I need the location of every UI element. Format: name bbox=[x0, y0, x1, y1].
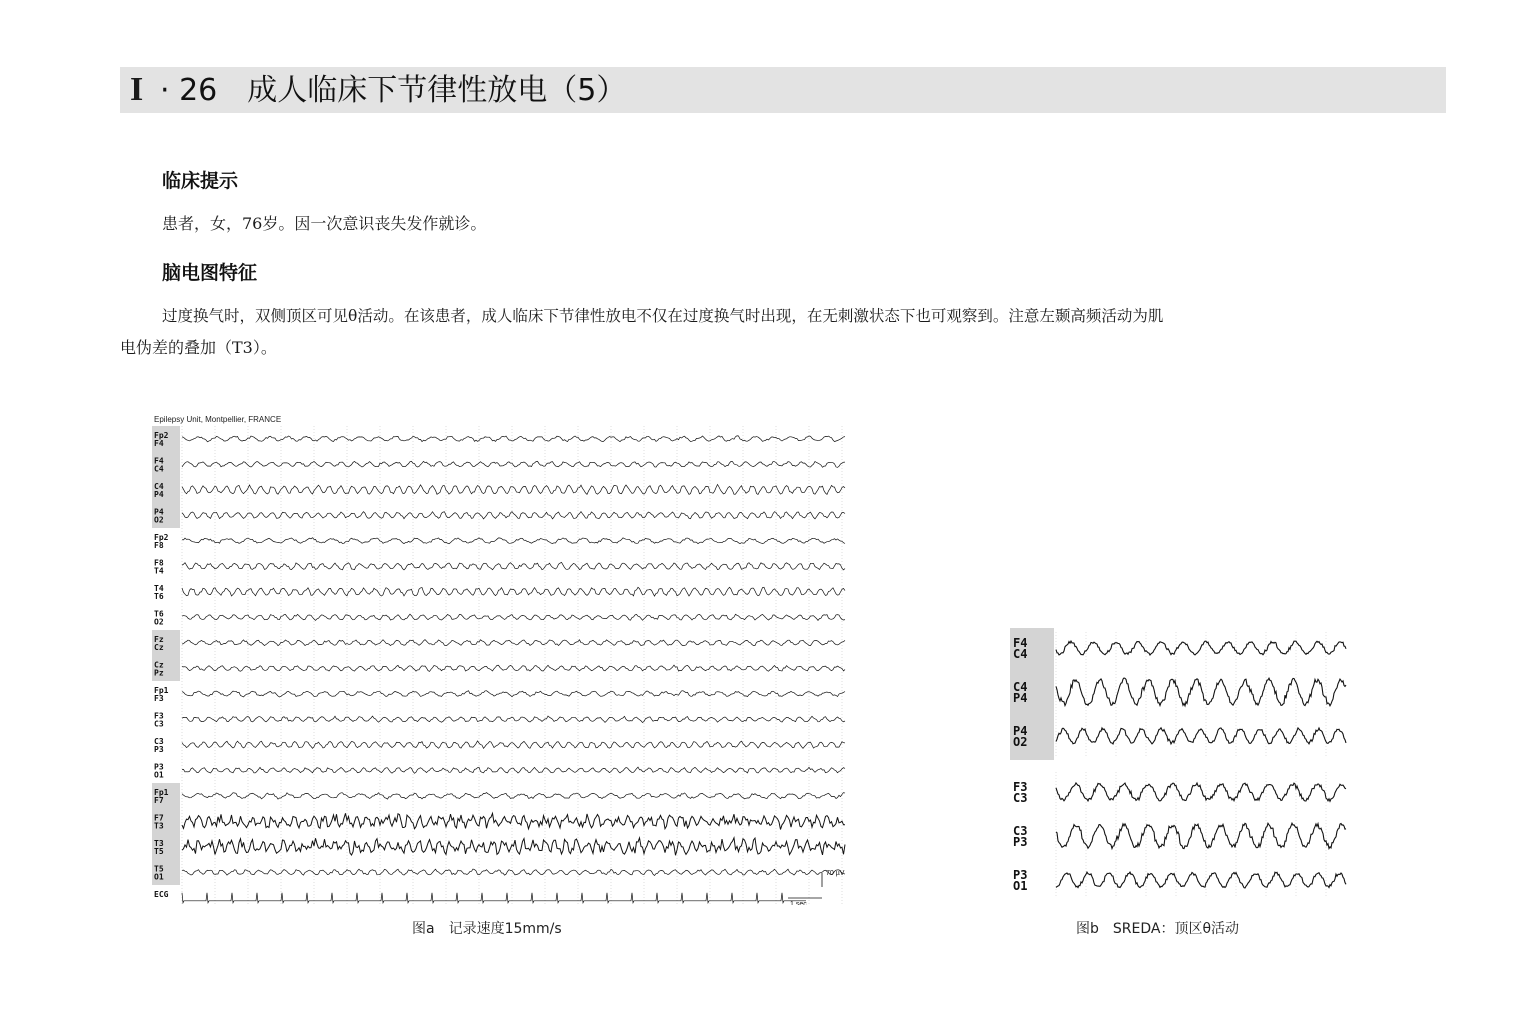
eeg-trace bbox=[1056, 678, 1346, 706]
eeg-trace bbox=[182, 640, 845, 646]
eeg-trace bbox=[182, 838, 845, 856]
eeg-trace bbox=[182, 767, 845, 773]
eeg-trace bbox=[182, 538, 845, 544]
eeg-figure-a bbox=[150, 410, 850, 905]
eeg-figure-b bbox=[1010, 628, 1350, 903]
eeg-trace bbox=[182, 614, 845, 620]
channel-label-top: Fp1 bbox=[154, 685, 169, 695]
channel-label-bottom: F3 bbox=[154, 693, 164, 703]
eeg-trace bbox=[1056, 783, 1346, 801]
eeg-trace bbox=[182, 893, 806, 903]
channel-label-bottom: O1 bbox=[1013, 879, 1028, 893]
eeg-trace bbox=[1056, 823, 1346, 848]
eeg-trace bbox=[182, 869, 845, 876]
channel-label-top: F4 bbox=[154, 456, 164, 466]
channel-label-bottom: P4 bbox=[1013, 691, 1028, 705]
channel-label-top: C4 bbox=[154, 481, 164, 491]
channel-label-bottom: P3 bbox=[154, 744, 164, 754]
channel-label-bottom: O2 bbox=[1013, 735, 1028, 749]
channel-label-top: P3 bbox=[154, 762, 164, 772]
channel-label-top: P4 bbox=[154, 507, 164, 517]
eeg-trace bbox=[182, 813, 845, 829]
eeg-trace bbox=[182, 741, 845, 748]
channel-label-top: Fp2 bbox=[154, 532, 169, 542]
chapter-title: · 26 成人临床下节律性放电（5） bbox=[160, 73, 627, 108]
channel-label-bottom: F4 bbox=[154, 438, 164, 448]
eeg-trace bbox=[182, 512, 845, 519]
channel-label-top: Cz bbox=[154, 660, 164, 670]
eeg-trace bbox=[182, 485, 845, 495]
scale-time-label: 1 sec bbox=[790, 901, 807, 905]
eeg-trace bbox=[182, 691, 845, 697]
channel-label-bottom: T4 bbox=[154, 566, 164, 576]
channel-label-bottom: O1 bbox=[154, 872, 164, 882]
eeg-trace bbox=[182, 562, 845, 570]
channel-label-top: F3 bbox=[1013, 780, 1028, 794]
channel-label-bottom: P4 bbox=[154, 489, 164, 499]
channel-label-bottom: C3 bbox=[1013, 791, 1028, 805]
eeg-trace bbox=[182, 793, 845, 800]
channel-label-top: F7 bbox=[154, 813, 164, 823]
channel-label-bottom: T6 bbox=[154, 591, 164, 601]
channel-label-bottom: F8 bbox=[154, 540, 164, 550]
eeg-text-line2: 电伪差的叠加（T3）。 bbox=[120, 338, 277, 357]
channel-label-bottom: T5 bbox=[154, 846, 164, 856]
channel-label-top: T5 bbox=[154, 864, 164, 874]
channel-label-top: C3 bbox=[1013, 824, 1028, 838]
scale-amplitude-label: 70 µV bbox=[826, 870, 845, 877]
figure-a-source: Epilepsy Unit, Montpellier, FRANCE bbox=[154, 415, 282, 424]
channel-label-top: Fz bbox=[154, 634, 164, 644]
channel-label-top: P4 bbox=[1013, 724, 1028, 738]
eeg-trace bbox=[182, 461, 845, 467]
eeg-trace bbox=[1056, 641, 1346, 655]
channel-label-bottom: Pz bbox=[154, 668, 164, 678]
channel-label-bottom: O1 bbox=[154, 770, 164, 780]
channel-label-bottom: C4 bbox=[1013, 647, 1028, 661]
eeg-trace bbox=[182, 716, 845, 723]
channel-label-bottom: F7 bbox=[154, 795, 164, 805]
channel-label-top: T4 bbox=[154, 583, 164, 593]
channel-label-top: Fp1 bbox=[154, 787, 169, 797]
channel-label-bottom: O2 bbox=[154, 617, 164, 627]
clinical-text: 患者，女，76岁。因一次意识丧失发作就诊。 bbox=[162, 214, 487, 233]
channel-label-top: P3 bbox=[1013, 868, 1028, 882]
channel-label-bottom: T3 bbox=[154, 821, 164, 831]
channel-label-top: C4 bbox=[1013, 680, 1028, 694]
channel-label-top: F4 bbox=[1013, 636, 1028, 650]
clinical-heading: 临床提示 bbox=[162, 170, 239, 192]
eeg-trace bbox=[1056, 728, 1346, 744]
figure-a-caption: 图a 记录速度15mm/s bbox=[412, 921, 562, 937]
eeg-trace bbox=[182, 587, 845, 596]
channel-label-top: T6 bbox=[154, 609, 164, 619]
channel-label-bottom: C4 bbox=[154, 464, 164, 474]
channel-label-bottom: O2 bbox=[154, 515, 164, 525]
figure-b-caption: 图b SREDA：顶区θ活动 bbox=[1076, 921, 1240, 937]
channel-label-bottom: Cz bbox=[154, 642, 164, 652]
eeg-heading: 脑电图特征 bbox=[162, 262, 258, 284]
eeg-trace bbox=[182, 436, 845, 442]
channel-label-top: F3 bbox=[154, 711, 164, 721]
eeg-trace bbox=[182, 665, 845, 671]
channel-label-bottom: C3 bbox=[154, 719, 164, 729]
channel-label-top: F8 bbox=[154, 558, 164, 568]
eeg-text-line1: 过度换气时，双侧顶区可见θ活动。在该患者，成人临床下节律性放电不仅在过度换气时出现，在无刺激状态下也可观察到。注意左颞高频活动为肌 bbox=[162, 307, 1164, 325]
channel-label-top: C3 bbox=[154, 736, 164, 746]
channel-label-top: ECG bbox=[154, 889, 169, 899]
channel-label-top: T3 bbox=[154, 838, 164, 848]
channel-label-top: Fp2 bbox=[154, 430, 169, 440]
channel-label-bottom: P3 bbox=[1013, 835, 1028, 849]
eeg-trace bbox=[1056, 872, 1346, 888]
chapter-number: I bbox=[130, 71, 144, 108]
